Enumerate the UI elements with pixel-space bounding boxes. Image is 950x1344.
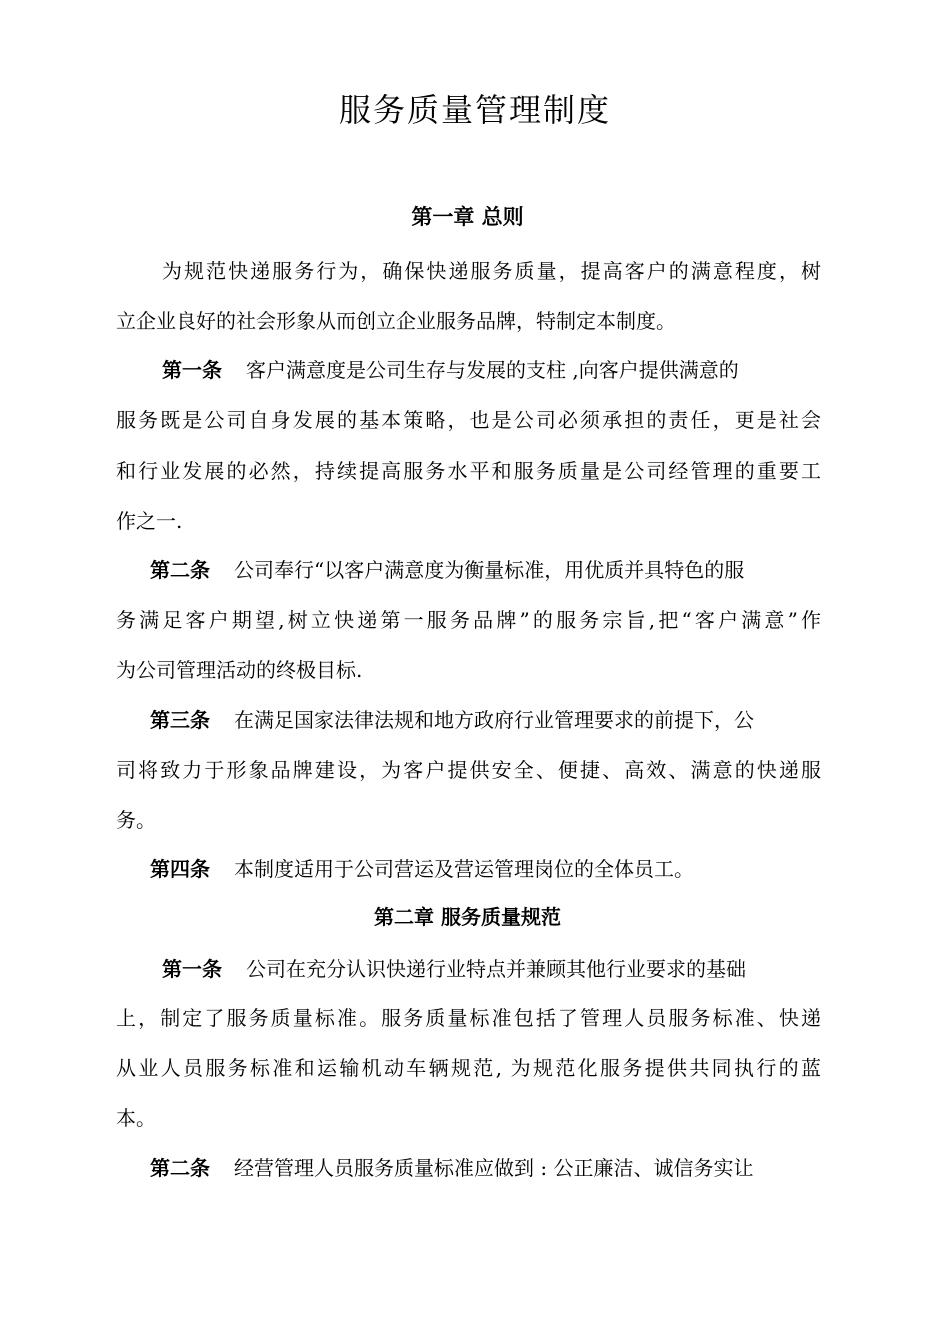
article-text: 在满足国家法律法规和地方政府行业管理要求的前提下，公 [234, 708, 754, 732]
paragraph-line: 作之一. [116, 509, 183, 533]
paragraph-line: 本。 [116, 1106, 156, 1130]
chapter-2-article-2-line [150, 1153, 821, 1183]
article-label: 第二条 [150, 558, 210, 582]
paragraph-line: 服务既是公司自身发展的基本策略，也是公司必须承担的责任，更是社会 [116, 408, 821, 432]
article-label: 第四条 [150, 857, 210, 881]
paragraph-line: 为规范快递服务行为，确保快递服务质量，提高客户的满意程度，树 [162, 259, 821, 283]
article-text: 经营管理人员服务质量标准应做到 : 公正廉洁、诚信务实让 [234, 1156, 754, 1180]
article-text: 本制度适用于公司营运及营运管理岗位的全体员工。 [234, 857, 694, 881]
article-label: 第二条 [150, 1156, 210, 1180]
paragraph-line: 上，制定了服务质量标准。服务质量标准包括了管理人员服务标准、快递 [116, 1006, 821, 1030]
article-label: 第三条 [150, 708, 210, 732]
article-2-line [150, 555, 821, 585]
article-4-line [150, 854, 821, 884]
paragraph-line: 为公司管理活动的终极目标. [116, 658, 363, 682]
article-text: 公司奉行“以客户满意度为衡量标准，用优质并具特色的服 [234, 558, 745, 582]
paragraph-line: 和行业发展的必然，持续提高服务水平和服务质量是公司经管理的重要工 [116, 459, 821, 483]
paragraph-line: 务满足客户期望,树立快递第一服务品牌”的服务宗旨,把“客户满意”作 [116, 608, 821, 632]
paragraph-line: 从业人员服务标准和运输机动车辆规范, 为规范化服务提供共同执行的蓝 [116, 1056, 821, 1080]
article-text: 客户满意度是公司生存与发展的支柱 ,向客户提供满意的 [246, 358, 739, 382]
article-text: 公司在充分认识快递行业特点并兼顾其他行业要求的基础 [246, 957, 746, 981]
paragraph-line: 立企业良好的社会形象从而创立企业服务品牌，特制定本制度。 [116, 309, 676, 333]
article-label: 第一条 [162, 358, 222, 382]
chapter-1-heading: 第一章 总则 [411, 204, 524, 229]
article-label: 第一条 [162, 957, 222, 981]
article-3-line [150, 705, 821, 735]
chapter-2-article-1-line [162, 954, 821, 984]
paragraph-line: 司将致力于形象品牌建设，为客户提供安全、便捷、高效、满意的快递服 [116, 758, 821, 782]
document-title: 服务质量管理制度 [338, 91, 611, 129]
paragraph-line: 务。 [116, 808, 156, 832]
article-1-line [162, 355, 821, 385]
chapter-2-heading: 第二章 服务质量规范 [374, 905, 561, 929]
